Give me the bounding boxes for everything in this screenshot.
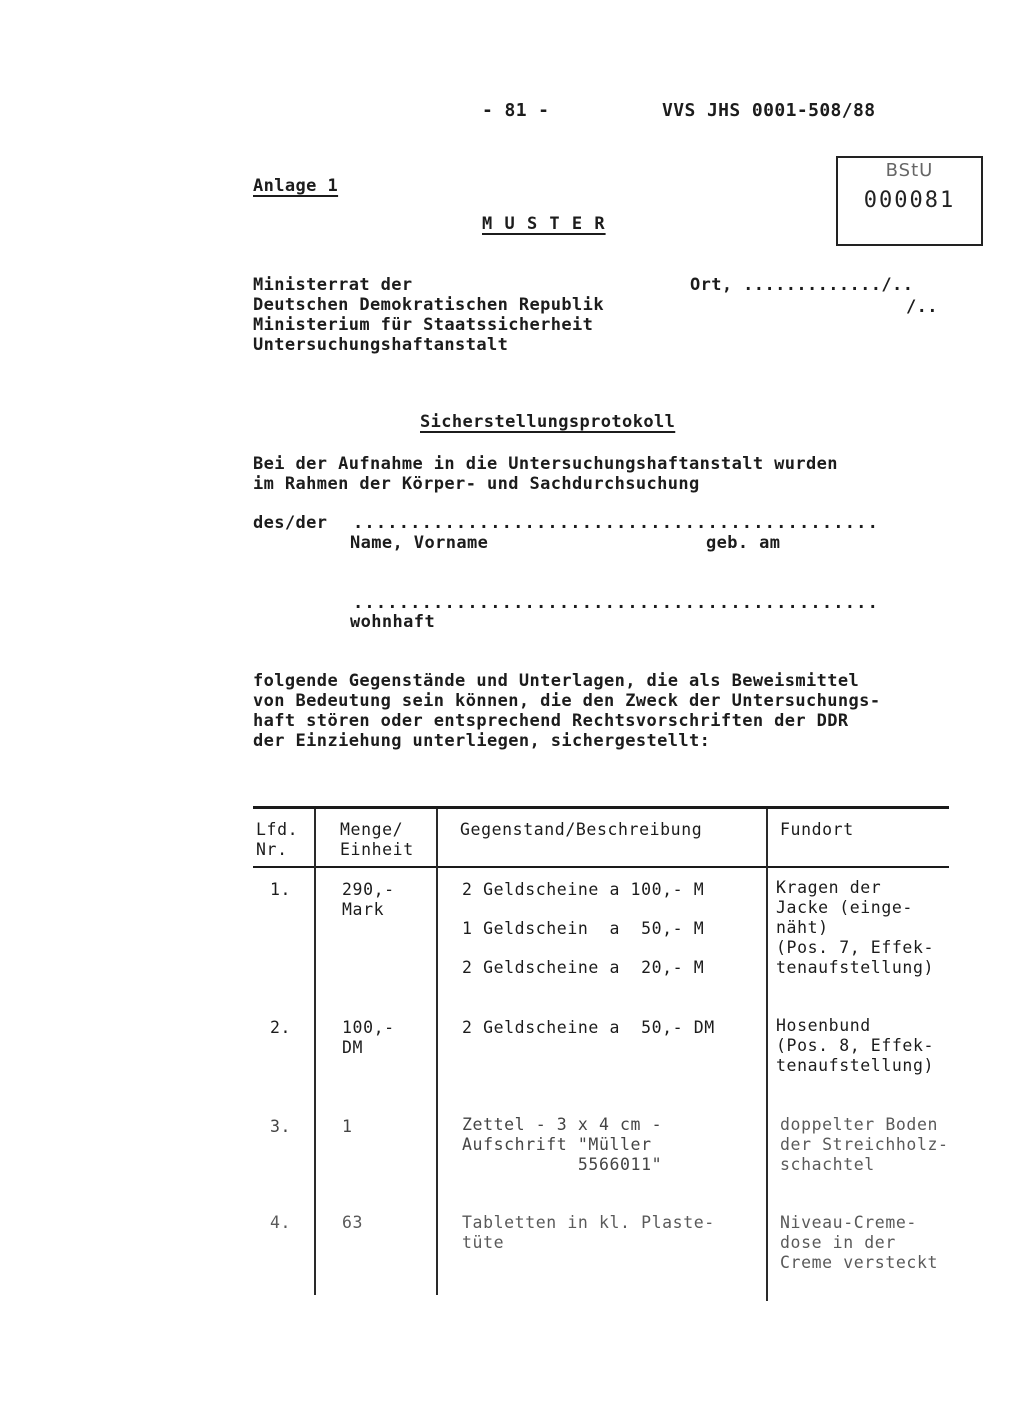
stamp-label: BStU	[885, 160, 934, 181]
row-2-nr: 2.	[270, 1018, 292, 1037]
row-4-location: Niveau-Creme- dose in der Creme versteckt	[780, 1213, 939, 1272]
row-1-location: Kragen der Jacke (einge- näht) (Pos. 7, Effek- tenaufstellung)	[776, 878, 935, 977]
authority-line: Untersuchungshaftanstalt	[253, 335, 509, 355]
table-col-divider	[766, 809, 768, 1301]
row-1-quantity: 290,- Mark	[342, 880, 395, 919]
header-nr: Lfd. Nr.	[256, 820, 299, 859]
place-date-field: Ort, ............./..	[690, 275, 914, 295]
row-2-quantity: 100,- DM	[342, 1018, 395, 1057]
birth-label: geb. am	[706, 533, 781, 553]
row-3-item: Zettel - 3 x 4 cm - Aufschrift "Müller 5566011"	[462, 1115, 663, 1174]
row-4-item: Tabletten in kl. Plaste- tüte	[462, 1213, 715, 1252]
body-line: der Einziehung unterliegen, sichergestellt:	[253, 731, 711, 751]
table-col-divider	[314, 809, 316, 1295]
row-1-item: 1 Geldschein a 50,- M	[462, 919, 705, 938]
row-3-nr: 3.	[270, 1117, 292, 1136]
intro-line: Bei der Aufnahme in die Untersuchungshaftanstalt wurden	[253, 454, 838, 474]
annex-label: Anlage 1	[253, 176, 339, 196]
header-quantity: Menge/ Einheit	[340, 820, 414, 859]
row-2-item: 2 Geldscheine a 50,- DM	[462, 1018, 715, 1037]
header-location: Fundort	[780, 820, 854, 839]
table-col-divider	[436, 809, 438, 1295]
document-reference: VVS JHS 0001-508/88	[662, 100, 876, 121]
row-1-nr: 1.	[270, 880, 292, 899]
stamp-number: 000081	[863, 188, 956, 213]
row-4-quantity: 63	[342, 1213, 364, 1232]
place-date-suffix: /..	[906, 297, 938, 317]
row-1-item: 2 Geldscheine a 100,- M	[462, 880, 705, 899]
archive-stamp	[836, 156, 983, 246]
body-line: folgende Gegenstände und Unterlagen, die als Beweismittel	[253, 671, 860, 691]
body-line: haft stören oder entsprechend Rechtsvorschriften der DDR	[253, 711, 849, 731]
row-1-item: 2 Geldscheine a 20,- M	[462, 958, 705, 977]
body-line: von Bedeutung sein können, die den Zweck der Untersuchungs-	[253, 691, 881, 711]
table-top-rule	[253, 806, 949, 809]
document-title: Sicherstellungsprotokoll	[420, 412, 676, 432]
authority-line: Ministerium für Staatssicherheit	[253, 315, 594, 335]
muster-heading: M U S T E R	[482, 214, 606, 234]
table-header-rule	[253, 866, 949, 868]
authority-line: Ministerrat der	[253, 275, 413, 295]
authority-line: Deutschen Demokratischen Republik	[253, 295, 604, 315]
row-3-location: doppelter Boden der Streichholz- schachtel	[780, 1115, 949, 1174]
header-item: Gegenstand/Beschreibung	[460, 820, 703, 839]
row-4-nr: 4.	[270, 1213, 292, 1232]
person-prefix: des/der	[253, 513, 328, 533]
page-number: - 81 -	[482, 100, 550, 121]
person-dots-1: ..............................................	[353, 513, 880, 533]
person-dots-2: ..............................................	[353, 593, 880, 613]
residence-label: wohnhaft	[350, 612, 436, 632]
name-label: Name, Vorname	[350, 533, 489, 553]
row-3-quantity: 1	[342, 1117, 353, 1136]
row-2-location: Hosenbund (Pos. 8, Effek- tenaufstellung)	[776, 1016, 935, 1075]
intro-line: im Rahmen der Körper- und Sachdurchsuchung	[253, 474, 700, 494]
